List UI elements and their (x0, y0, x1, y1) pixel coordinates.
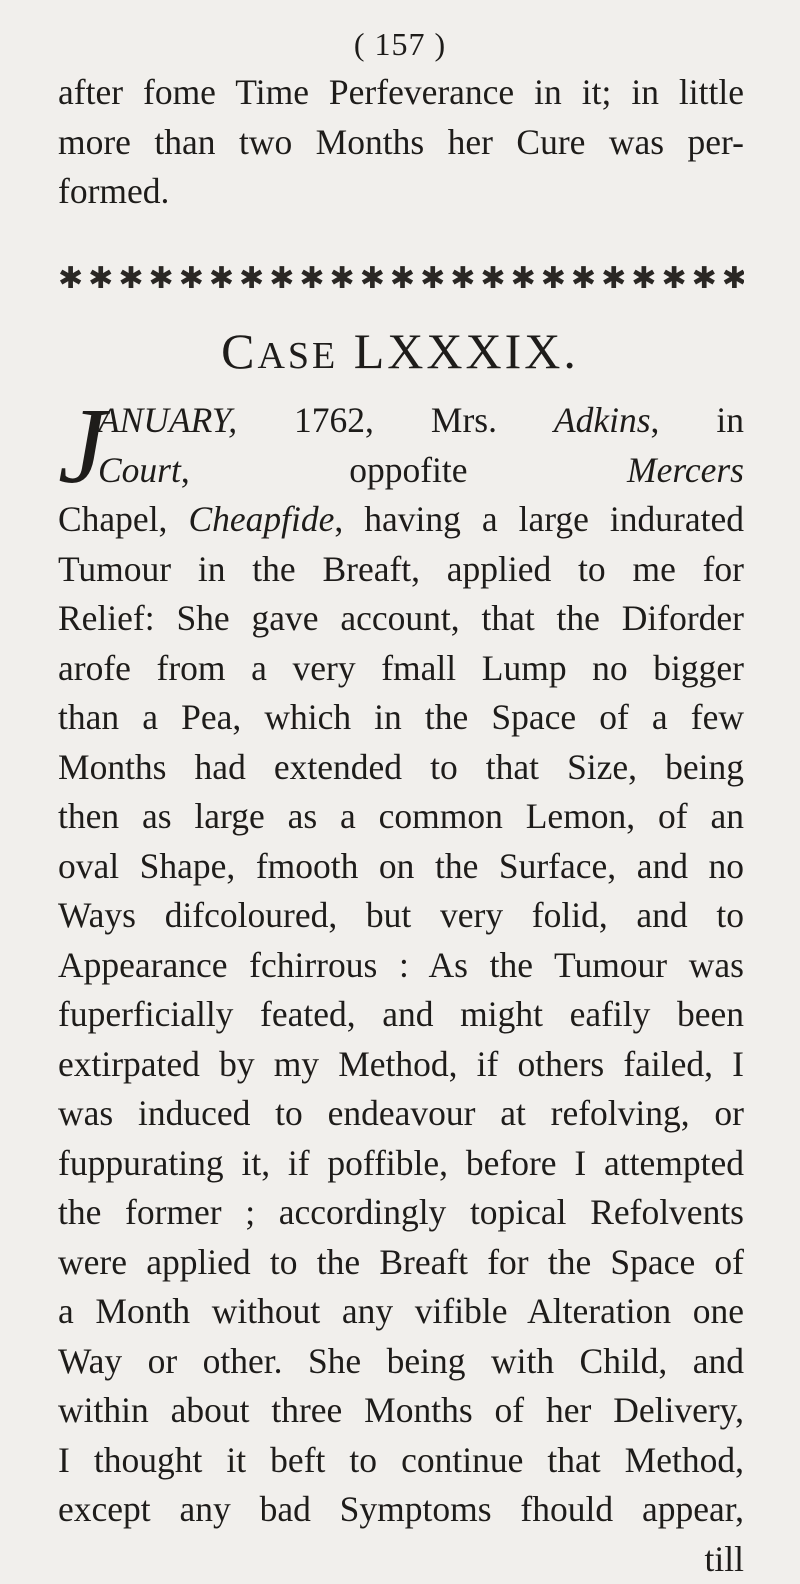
text-line: within about three Months of her Delivery, (58, 1386, 744, 1436)
drop-cap-lines (98, 396, 744, 495)
text-line: was induced to endeavour at refolving, or (58, 1089, 744, 1139)
ornament-glyph: ✱ (420, 264, 442, 294)
ornament-glyph: ✱ (360, 264, 382, 294)
drop-cap: J (58, 404, 92, 490)
case-numeral: LXXXIX. (354, 323, 579, 379)
text-line: extirpated by my Method, if others failed, I (58, 1040, 744, 1090)
text-line (98, 446, 744, 496)
ornament-glyph: ✱ (601, 264, 623, 294)
text-line: fuppurating it, if poffible, before I attempted (58, 1139, 744, 1189)
line-tail: , in (651, 400, 744, 440)
text-line: more than two Months her Cure was per- (58, 118, 744, 168)
place-mercers: Mercers (627, 450, 744, 490)
text-line: Ways difcoloured, but very folid, and to (58, 891, 744, 941)
ornament-glyph: ✱ (631, 264, 653, 294)
ornament-divider (58, 262, 744, 296)
text-line: Tumour in the Breaft, applied to me for (58, 545, 744, 595)
text-line: then as large as a common Lemon, of an (58, 792, 744, 842)
line-mid: , oppofite (181, 450, 627, 490)
ornament-glyph: ✱ (390, 264, 412, 294)
ornament-glyph: ✱ (480, 264, 502, 294)
ornament-glyph: ✱ (179, 264, 201, 294)
text-line (58, 495, 744, 545)
ornament-glyph: ✱ (692, 264, 714, 294)
ornament-glyph: ✱ (722, 264, 744, 294)
text-line: fuperficially feated, and might eafily been (58, 990, 744, 1040)
ornament-glyph: ✱ (239, 264, 261, 294)
text-line: I thought it beft to continue that Method, (58, 1436, 744, 1486)
case-body (58, 396, 744, 1584)
patient-name: Adkins (554, 400, 651, 440)
ornament-glyph: ✱ (661, 264, 683, 294)
month-name: ANUARY, (98, 400, 237, 440)
ornament-glyph: ✱ (209, 264, 231, 294)
page-number: ( 157 ) (0, 26, 800, 63)
text-line: after fome Time Perfeverance in it; in little (58, 68, 744, 118)
text-line: were applied to the Breaft for the Space of (58, 1238, 744, 1288)
case-word-initial: C (221, 323, 257, 379)
text-line: Appearance fchirrous : As the Tumour was (58, 941, 744, 991)
ornament-glyph: ✱ (299, 264, 321, 294)
text-line: except any bad Symptoms fhould appear, (58, 1485, 744, 1535)
ornament-glyph: ✱ (450, 264, 472, 294)
text-line: Months had extended to that Size, being (58, 743, 744, 793)
ornament-glyph: ✱ (149, 264, 171, 294)
line-start: Chapel, (58, 499, 188, 539)
text-line: than a Pea, which in the Space of a few (58, 693, 744, 743)
year-text: 1762, Mrs. (237, 400, 554, 440)
case-heading (0, 322, 800, 380)
ornament-glyph: ✱ (118, 264, 140, 294)
place-cheapside: Cheapfide (188, 499, 334, 539)
text-line: Way or other. She being with Child, and (58, 1337, 744, 1387)
place-court: Court (98, 450, 181, 490)
text-line: Relief: She gave account, that the Diforder (58, 594, 744, 644)
text-line: a Month without any vifible Alteration one (58, 1287, 744, 1337)
ornament-glyph: ✱ (330, 264, 352, 294)
text-line: arofe from a very fmall Lump no bigger (58, 644, 744, 694)
ornament-glyph: ✱ (269, 264, 291, 294)
text-line (98, 396, 744, 446)
text-line: formed. (58, 167, 744, 217)
text-line: the former ; accordingly topical Refolvents (58, 1188, 744, 1238)
case-word-rest: ASE (257, 335, 338, 377)
ornament-glyph: ✱ (541, 264, 563, 294)
ornament-glyph: ✱ (58, 264, 80, 294)
ornament-glyph: ✱ (511, 264, 533, 294)
line-end: , having a large indurated (334, 499, 744, 539)
catchword: till (58, 1535, 744, 1584)
ornament-glyph: ✱ (88, 264, 110, 294)
text-line: oval Shape, fmooth on the Surface, and no (58, 842, 744, 892)
intro-paragraph (58, 68, 744, 217)
ornament-glyph: ✱ (571, 264, 593, 294)
